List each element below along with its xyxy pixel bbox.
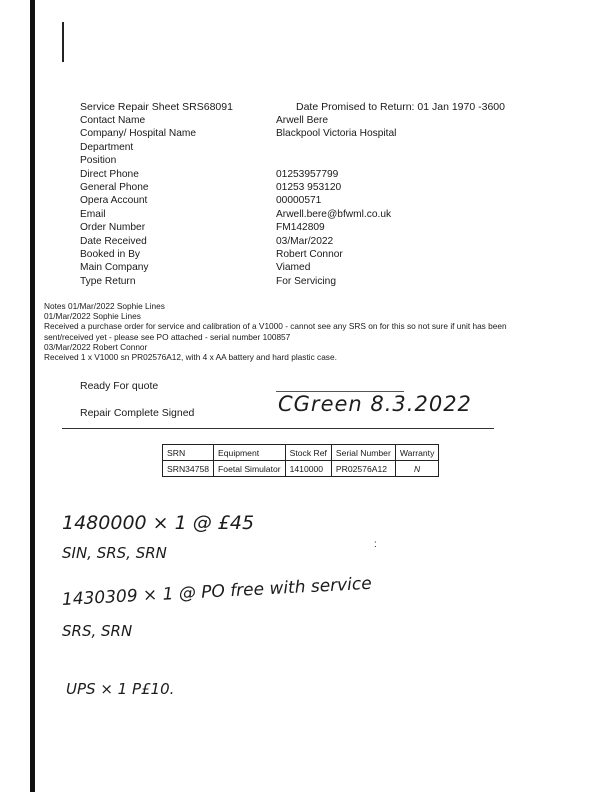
field-value: Robert Connor <box>276 249 343 260</box>
field-label: Email <box>80 208 106 220</box>
field-value: FM142809 <box>276 222 325 234</box>
date-promised: Date Promised to Return: 01 Jan 1970 -3600 <box>296 101 505 113</box>
table-row <box>163 461 439 477</box>
field-value: 00000571 <box>276 195 322 207</box>
field-label: Date Received <box>80 235 147 247</box>
handwritten-line-2: SIN, SRS, SRN <box>62 544 167 562</box>
header-stock-ref: Stock Ref <box>285 445 331 461</box>
cell-warranty: N <box>395 461 439 477</box>
sheet-title: Service Repair Sheet SRS68091 <box>80 101 233 113</box>
cell-stock-ref: 1410000 <box>285 461 331 477</box>
cell-serial-number: PR02576A12 <box>331 461 395 477</box>
field-label: General Phone <box>80 182 149 193</box>
table-header-row <box>163 445 439 461</box>
field-label: Department <box>80 141 134 153</box>
field-value: For Servicing <box>276 275 337 287</box>
cell-equipment: Foetal Simulator <box>214 461 286 477</box>
corner-mark <box>62 22 64 62</box>
separator-line <box>62 428 494 429</box>
handwritten-line-5: UPS × 1 P£10. <box>66 680 175 698</box>
ready-for-quote-label: Ready For quote <box>80 380 159 392</box>
field-value: 03/Mar/2022 <box>276 235 334 247</box>
note-author: 03/Mar/2022 Robert Connor <box>44 341 148 352</box>
field-value: 01253 953120 <box>276 182 342 193</box>
header-equipment: Equipment <box>214 445 286 461</box>
field-value: Viamed <box>276 262 311 274</box>
scan-edge <box>30 0 35 792</box>
field-value: Arwell.bere@bfwml.co.uk <box>276 208 392 220</box>
stray-mark: : <box>374 539 377 550</box>
handwritten-signature: CGreen 8.3.2022 <box>278 392 472 416</box>
field-label: Booked in By <box>80 249 141 260</box>
field-value: Blackpool Victoria Hospital <box>276 128 397 140</box>
handwritten-line-3: 1430309 × 1 @ PO free with service <box>61 573 373 610</box>
field-label: Order Number <box>80 222 146 234</box>
note-author: 01/Mar/2022 Sophie Lines <box>44 311 141 322</box>
handwritten-line-4: SRS, SRN <box>62 622 133 640</box>
field-label: Main Company <box>80 262 149 274</box>
field-label: Direct Phone <box>80 168 139 180</box>
notes-heading: Notes 01/Mar/2022 Sophie Lines <box>44 301 165 311</box>
repair-complete-label: Repair Complete Signed <box>80 407 195 419</box>
cell-srn: SRN34758 <box>163 461 214 477</box>
note-text: Received a purchase order for service and calibration of a V1000 - cannot see any SRS on for this so not sure if unit has been sent/received yet - please see PO attached - serial number 100857 <box>44 321 507 342</box>
handwritten-line-1: 1480000 × 1 @ £45 <box>62 512 255 534</box>
field-label: Contact Name <box>80 115 146 126</box>
header-serial-number: Serial Number <box>331 445 395 461</box>
field-value: Arwell Bere <box>276 115 329 126</box>
field-label: Position <box>80 155 117 167</box>
header-srn: SRN <box>163 445 214 461</box>
header-warranty: Warranty <box>395 445 439 461</box>
field-value: 01253957799 <box>276 168 339 180</box>
equipment-table <box>162 444 439 477</box>
note-text: Received 1 x V1000 sn PR02576A12, with 4 x AA battery and hard plastic case. <box>44 352 337 363</box>
notes-section <box>44 301 564 362</box>
field-label: Opera Account <box>80 195 148 207</box>
field-label: Company/ Hospital Name <box>80 128 197 140</box>
field-label: Type Return <box>80 275 136 287</box>
